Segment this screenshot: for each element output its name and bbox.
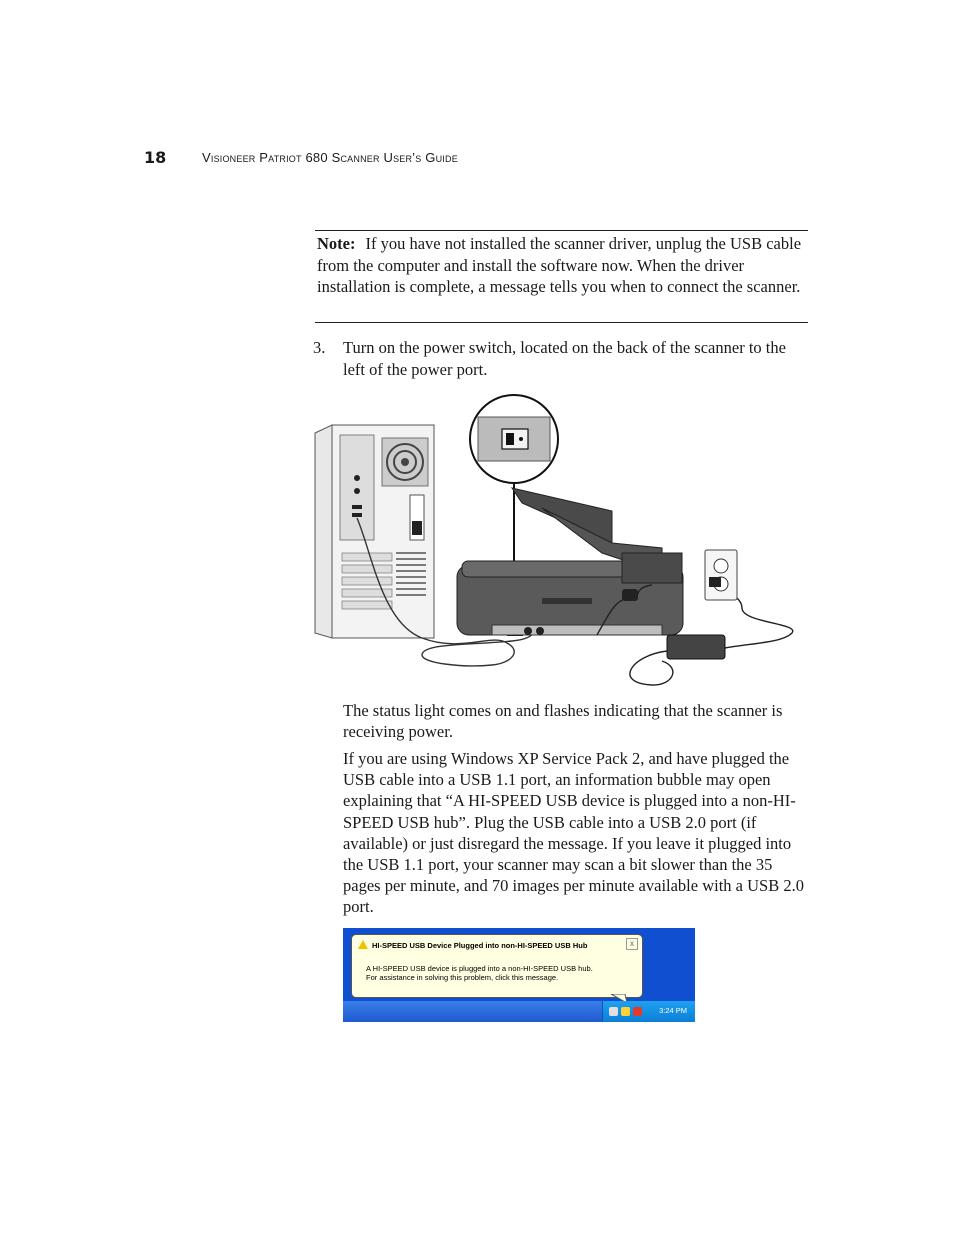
warning-tray-icon[interactable] bbox=[621, 1007, 630, 1016]
power-switch-icon bbox=[502, 429, 528, 449]
audio-port bbox=[354, 475, 360, 481]
audio-port-2 bbox=[354, 488, 360, 494]
close-button[interactable]: x bbox=[626, 938, 638, 950]
scanner-port bbox=[524, 627, 532, 635]
status-paragraph: The status light comes on and flashes indicating that the scanner is receiving power. bbox=[343, 701, 783, 742]
info-balloon[interactable] bbox=[351, 934, 643, 998]
step-text: Turn on the power switch, located on the back of the scanner to the left of the power port. bbox=[343, 338, 786, 379]
ferrite-bead bbox=[622, 589, 638, 601]
running-title: Visioneer Patriot 680 Scanner User’s Guide bbox=[202, 150, 458, 165]
clock[interactable]: 3:24 PM bbox=[659, 1006, 687, 1015]
usb-tray-icon[interactable] bbox=[609, 1007, 618, 1016]
note-text: If you have not installed the scanner driver, unplug the USB cable from the computer and install the software now. When the driver installation is complete, a message tells you when to connect the scanner. bbox=[317, 234, 802, 296]
balloon-line-1: A HI-SPEED USB device is plugged into a non-HI-SPEED USB hub. bbox=[366, 964, 593, 973]
balloon-title: HI-SPEED USB Device Plugged into non-HI-SPEED USB Hub bbox=[372, 941, 588, 950]
io-panel bbox=[340, 435, 374, 540]
xp-notification-screenshot bbox=[343, 928, 695, 1022]
balloon-line-2: For assistance in solving this problem, click this message. bbox=[366, 973, 559, 982]
power-adapter bbox=[667, 635, 725, 659]
warning-icon bbox=[358, 940, 368, 949]
page-header bbox=[144, 148, 844, 168]
page-number: 18 bbox=[144, 148, 167, 167]
tower-side bbox=[315, 425, 332, 638]
step-number: 3. bbox=[313, 338, 326, 357]
note-label: Note: bbox=[317, 234, 356, 253]
wall-outlet bbox=[705, 550, 737, 600]
note-box bbox=[315, 230, 808, 323]
scanner-tray bbox=[512, 488, 612, 543]
illustration-svg bbox=[312, 393, 808, 693]
xp-paragraph: If you are using Windows XP Service Pack 2, and have plugged the USB cable into a USB 1.1 port, an information bubble may open explaining that “A HI-SPEED USB device is plugged into a non-HI-SPEED USB hub”. Plug the USB cable into a USB 2.0 port (if available) or just disregard the message. If you leave it plugged into the USB 1.1 port, your scanner may scan a bit slower than the 35 pages per minute, and 70 images per minute available with a USB 2.0 port. bbox=[343, 749, 804, 917]
system-tray bbox=[602, 1001, 695, 1022]
security-tray-icon[interactable] bbox=[633, 1007, 642, 1016]
scanner-connection-illustration bbox=[312, 393, 808, 693]
usb-port bbox=[352, 505, 362, 509]
balloon-body bbox=[366, 964, 593, 982]
usb-port-2 bbox=[352, 513, 362, 517]
